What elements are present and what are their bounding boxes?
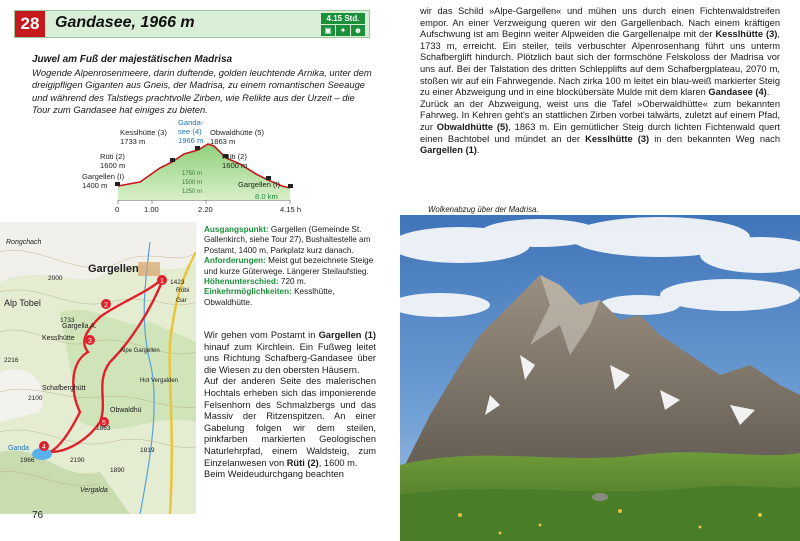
fact-refreshment: Einkehrmöglichkeiten: Kesslhütte, Obwaldhütte. xyxy=(204,287,335,307)
map-label: 1423 xyxy=(170,279,185,286)
profile-label-gandasee: Ganda- see (4) 1966 m xyxy=(178,118,204,145)
map-label: Hot Vergalden xyxy=(140,378,179,384)
map-label: 2000 xyxy=(48,275,63,282)
madrisa-photo-graphic xyxy=(400,215,800,541)
page-number: 76 xyxy=(32,510,44,521)
profile-time-tick: 2.20 xyxy=(198,205,213,214)
tour-subtitle: Juwel am Fuß der majestätischen Madrisa xyxy=(32,54,233,65)
profile-grid-label: 1250 m xyxy=(182,189,203,195)
route-description-continued xyxy=(420,6,780,157)
route-paragraph: Auf der anderen Seite des malerischen Hochtals erheben sich das imponierende Felsenhorn des Schmalzbergs und das Massiv der Ritzenspitzen. An einer Gabelung folgen wir dem steilen, pinkfarben markierten Geologischen Naturlehrpfad, einem Waldsteig, zum Einzelanwesen von Rüti (2), 1600 m. xyxy=(204,376,376,468)
map-label: 1890 xyxy=(110,467,125,474)
fact-requirements: Anforderungen: Meist gut bezeichnete Steige und kurze Güterwege. Längerer Steilaufstieg. xyxy=(204,256,374,276)
tour-facts xyxy=(204,225,374,308)
tour-intro: Wogende Alpenrosenmeere, darin duftende, golden leuchtende Arnika, unter dem dreigipfligen Giganten aus Gneis, der Madrisa, zu einem romantischen Seeauge und während des Talstiegs prachtvolle Zirben, wie Relikte aus der Urzeit – die Tour zum Gandasee hat einiges zu bieten. xyxy=(32,67,372,116)
map-label: 2100 xyxy=(28,395,43,402)
tour-header xyxy=(14,10,370,38)
map-waypoint-3: 3 xyxy=(88,338,92,345)
tour-title: Gandasee, 1966 m xyxy=(55,14,195,31)
profile-grid-label: 1750 m xyxy=(182,171,203,177)
profile-label-gargellen-left: Gargellen (I) 1400 m xyxy=(82,172,125,190)
map-label: Gargella A. xyxy=(62,323,97,330)
route-map-graphic xyxy=(0,222,196,514)
map-label: 1733 xyxy=(60,317,75,324)
profile-label-obwaldhuette: Obwaldhütte (5) 1863 m xyxy=(210,128,265,146)
map-label: 2216 xyxy=(4,357,19,364)
route-paragraph: wir das Schild »Alpe-Gargellen« und mühen uns durch einen Fichtenwaldstreifen empor. An einer Verzweigung queren wir den Gargellenbach. Nach einem kräftigen Aufschwung ist am Beginn weiter Alpweiden die Gargellenalpe mit der Kesslhütte (3), 1733 m, erreicht. Ein steiler, teils verbuschter Alpenrosenhang führt uns unterm Schafberglift hindurch. Plötzlich baut sich der formschöne Felskoloss der Madrisa vor uns auf. Bei der Talstation des dritten Schlepplifts auf dem Schafbergplateau, 2070 m, stoßen wir auf ein Fahrwegende. Nach zirka 100 m leitet ein blau-weiß markierter Steig zu einer Abzweigung und in eine blockübersäte Mulde mit dem klaren Gandasee (4). xyxy=(420,6,780,98)
map-label: 1819 xyxy=(140,447,155,454)
right-page xyxy=(400,0,800,541)
profile-time-tick: 1.00 xyxy=(144,205,159,214)
map-waypoint-1: 1 xyxy=(160,278,164,285)
photo-caption: Wolkenabzug über der Madrisa. xyxy=(428,205,539,214)
tour-icons xyxy=(321,25,365,36)
profile-label-kesslhuette: Kesslhütte (3) 1733 m xyxy=(120,128,167,146)
profile-label-rueti-right: Rüti (2) 1600 m xyxy=(222,152,248,170)
map-label: 2190 xyxy=(70,457,85,464)
bus-icon: ▣ xyxy=(321,25,335,36)
profile-label-rueti-left: Rüti (2) 1600 m xyxy=(100,152,126,170)
map-label: Kesslhütte xyxy=(42,335,75,342)
map-label: 1863 xyxy=(96,425,111,432)
profile-time-tick: 0 xyxy=(115,205,120,214)
route-paragraph: Zurück an der Abzweigung, weist uns die Tafel »Oberwaldhütte« zum bekannten Fahrweg. In Kehren geht's an stattlichen Zirben vorbei talwärts, zuletzt auf einem Pfad, zur Obwaldhütte (5), 1863 m. Ein gemütlicher Steig durch lichten Fichtenwald quert einen Bachtobel und mündet an der Kesslhütte (3) in den bekannten Weg nach Gargellen (1). xyxy=(420,98,781,156)
profile-grid-label: 1500 m xyxy=(182,180,203,186)
map-label: Obwaldhü xyxy=(110,407,142,414)
fact-start: Ausgangspunkt: Gargellen (Gemeinde St. Gallenkirch, siehe Tour 27), Bushaltestelle am Postamt, 1400 m, Parkplatz kurz danach. xyxy=(204,225,371,255)
profile-time-tick: 4.15 h xyxy=(280,205,302,214)
profile-label-gargellen-right: Gargellen (I) xyxy=(238,180,281,189)
map-waypoint-5: 5 xyxy=(102,420,106,427)
route-paragraph: Beim Weideudurchgang beachten xyxy=(204,469,344,480)
tour-number: 28 xyxy=(15,11,45,37)
map-label: Gar xyxy=(176,297,187,304)
map-label: Gargellen xyxy=(88,263,139,275)
route-map xyxy=(0,222,196,514)
photo-rock xyxy=(592,493,608,501)
map-label: Rongchach xyxy=(6,239,42,246)
fact-elevation: Höhenunterschied: 720 m. xyxy=(204,277,306,287)
walking-time-badge: 4.15 Std. xyxy=(321,13,365,24)
map-label: Ganda xyxy=(8,445,30,452)
map-label: 1966 xyxy=(20,457,35,464)
map-label: Alp Tobel xyxy=(4,298,41,308)
map-waypoint-2: 2 xyxy=(104,302,108,309)
route-description xyxy=(204,330,376,481)
map-waypoint-4: 4 xyxy=(42,444,46,451)
elevation-profile xyxy=(60,118,360,218)
map-label: Vergalda xyxy=(80,487,108,494)
map-village xyxy=(138,262,160,276)
map-label: Alpe Gargellen xyxy=(120,348,160,354)
map-label: Röbi xyxy=(176,287,190,294)
map-label: Schafberghütt xyxy=(42,385,86,392)
profile-distance: 8.0 km xyxy=(255,192,278,201)
hiker-icon: ✦ xyxy=(336,25,350,36)
family-icon: ☻ xyxy=(351,25,365,36)
madrisa-photo xyxy=(400,215,800,541)
route-paragraph: Wir gehen vom Postamt in Gargellen (1) hinauf zum Kirchlein. Ein Fußweg leitet uns Richtung Schafberg-Gandasee über die Wiesen zu den obersten Häusern. xyxy=(204,330,376,375)
